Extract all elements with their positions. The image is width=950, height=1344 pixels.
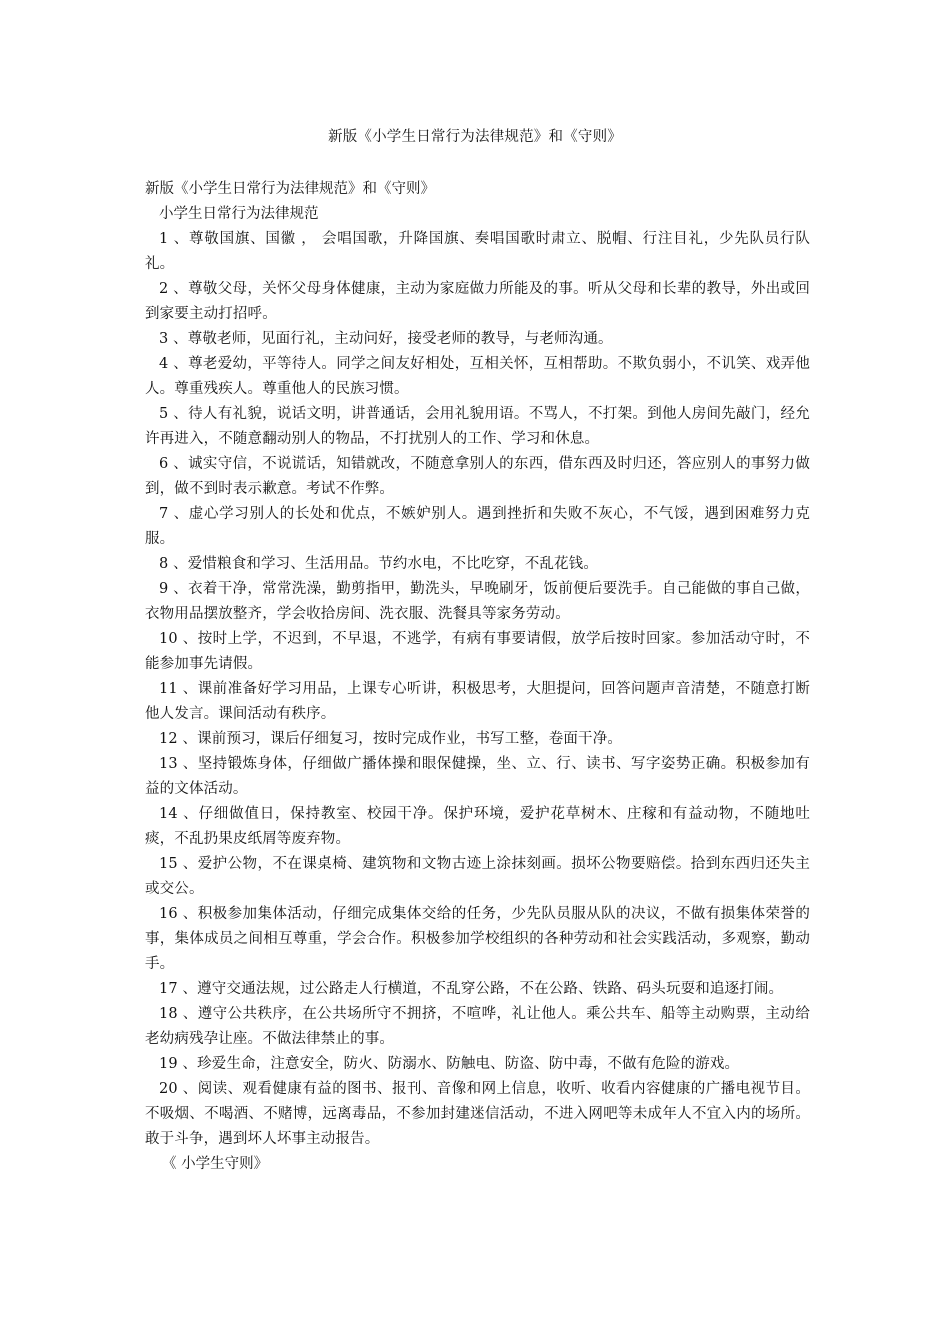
rule-item-7: 7 、虚心学习别人的长处和优点，不嫉妒别人。遇到挫折和失败不灰心，不气馁，遇到困难努力克服。 — [145, 506, 810, 547]
closing-title: 《 小学生守则》 — [162, 1156, 269, 1172]
rule-item-18: 18 、遵守公共秩序，在公共场所守不拥挤，不喧哗，礼让他人。乘公共车、船等主动购票，主动给老幼病残孕让座。不做法律禁止的事。 — [145, 1006, 810, 1047]
rule-item-17: 17 、遵守交通法规，过公路走人行横道，不乱穿公路，不在公路、铁路、码头玩耍和追逐打闹。 — [159, 981, 784, 997]
document-heading: 新版《小学生日常行为法律规范》和《守则》 — [145, 181, 435, 197]
rule-item-8: 8 、爱惜粮食和学习、生活用品。节约水电，不比吃穿，不乱花钱。 — [159, 556, 598, 572]
rule-item-20: 20 、阅读、观看健康有益的图书、报刊、音像和网上信息，收听、收看内容健康的广播电视节目。不吸烟、不喝酒、不赌博，远离毒品，不参加封建迷信活动，不进入网吧等未成年人不宜入内的场所。敢于斗争，遇到坏人坏事主动报告。 — [145, 1081, 810, 1147]
rule-item-1: 1 、尊敬国旗、国徽 ， 会唱国歌，升降国旗、奏唱国歌时肃立、脱帽、行注目礼，少先队员行队礼。 — [145, 231, 810, 272]
section-title: 小学生日常行为法律规范 — [159, 206, 319, 222]
rule-item-15: 15 、爱护公物，不在课桌椅、建筑物和文物古迹上涂抹刻画。损坏公物要赔偿。拾到东西归还失主或交公。 — [145, 856, 810, 897]
rule-item-14: 14 、仔细做值日，保持教室、校园干净。保护环境，爱护花草树木、庄稼和有益动物，不随地吐痰，不乱扔果皮纸屑等废弃物。 — [145, 806, 810, 847]
page-title: 新版《小学生日常行为法律规范》和《守则》 — [328, 129, 622, 145]
document-body — [145, 177, 810, 1177]
rule-item-2: 2 、尊敬父母，关怀父母身体健康，主动为家庭做力所能及的事。听从父母和长辈的教导，外出或回到家要主动打招呼。 — [145, 281, 810, 322]
rule-item-16: 16 、积极参加集体活动，仔细完成集体交给的任务，少先队员服从队的决议，不做有损集体荣誉的事，集体成员之间相互尊重，学会合作。积极参加学校组织的各种劳动和社会实践活动，多观察，勤动手。 — [145, 906, 810, 972]
rule-item-19: 19 、珍爱生命，注意安全，防火、防溺水、防触电、防盗、防中毒，不做有危险的游戏。 — [159, 1056, 740, 1072]
rule-item-5: 5 、待人有礼貌，说话文明，讲普通话，会用礼貌用语。不骂人，不打架。到他人房间先敲门，经允许再进入，不随意翻动别人的物品，不打扰别人的工作、学习和休息。 — [145, 406, 810, 447]
rule-item-3: 3 、尊敬老师，见面行礼，主动问好，接受老师的教导，与老师沟通。 — [159, 331, 613, 347]
rule-item-10: 10 、按时上学，不迟到，不早退，不逃学，有病有事要请假，放学后按时回家。参加活动守时，不能参加事先请假。 — [145, 631, 810, 672]
rule-item-12: 12 、课前预习，课后仔细复习，按时完成作业，书写工整，卷面干净。 — [159, 731, 623, 747]
rule-item-9: 9 、衣着干净，常常洗澡，勤剪指甲，勤洗头，早晚刷牙，饭前便后要洗手。自己能做的事自己做，衣物用品摆放整齐，学会收拾房间、洗衣服、洗餐具等家务劳动。 — [145, 581, 810, 622]
rule-item-11: 11 、课前准备好学习用品，上课专心听讲，积极思考，大胆提问，回答问题声音清楚，不随意打断他人发言。课间活动有秩序。 — [145, 681, 810, 722]
rule-item-4: 4 、尊老爱幼，平等待人。同学之间友好相处，互相关怀，互相帮助。不欺负弱小，不讥笑、戏弄他人。尊重残疾人。尊重他人的民族习惯。 — [145, 356, 810, 397]
rule-item-13: 13 、坚持锻炼身体，仔细做广播体操和眼保健操，坐、立、行、读书、写字姿势正确。积极参加有益的文体活动。 — [145, 756, 810, 797]
rule-item-6: 6 、诚实守信，不说谎话，知错就改，不随意拿别人的东西，借东西及时归还，答应别人的事努力做到，做不到时表示歉意。考试不作弊。 — [145, 456, 810, 497]
